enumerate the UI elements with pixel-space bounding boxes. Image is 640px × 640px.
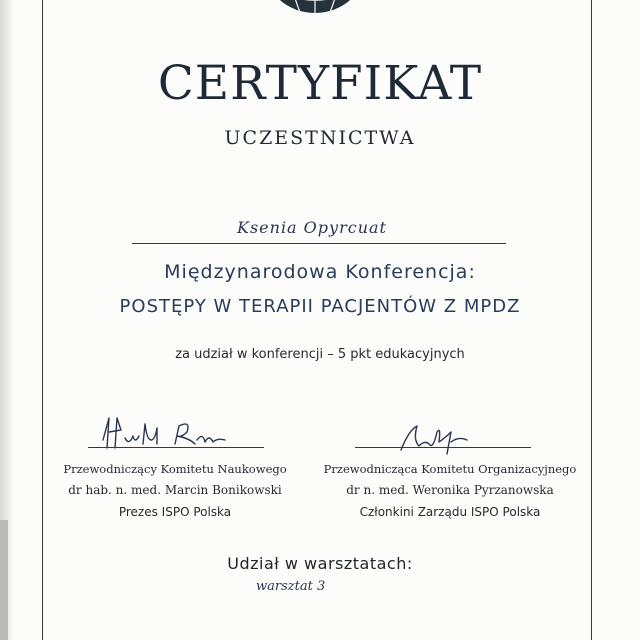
signatory-left-role: Przewodniczący Komitetu Naukowego — [63, 462, 287, 476]
conference-name: Międzynarodowa Konferencja: — [164, 261, 476, 283]
education-points-text: za udział w konferencji – 5 pkt edukacyjnych — [175, 347, 465, 362]
globe-logo-icon — [255, 0, 375, 20]
signatory-right-position: Członkini Zarządu ISPO Polska — [359, 505, 541, 519]
signatory-left-position: Prezes ISPO Polska — [118, 505, 232, 519]
workshop-value: warsztat 3 — [256, 579, 326, 594]
signature-right — [395, 420, 475, 460]
signatory-left-name: dr hab. n. med. Marcin Bonikowski — [68, 483, 282, 497]
participant-name: Ksenia Opyrcuat — [237, 218, 387, 237]
name-underline — [132, 243, 506, 244]
workshop-label: Udział w warsztatach: — [227, 554, 413, 573]
signature-left — [95, 410, 235, 455]
certificate-subtitle: UCZESTNICTWA — [224, 127, 416, 149]
signatory-right-role: Przewodnicząca Komitetu Organizacyjnego — [323, 462, 577, 476]
signature-line-right — [355, 447, 531, 448]
conference-topic: POSTĘPY W TERAPII PACJENTÓW Z MPDZ — [119, 296, 521, 317]
signatory-right-name: dr n. med. Weronika Pyrzanowska — [346, 483, 554, 497]
signature-line-left — [88, 447, 264, 448]
scan-edge-dark — [0, 520, 8, 640]
certificate-title: CERTYFIKAT — [157, 56, 483, 111]
